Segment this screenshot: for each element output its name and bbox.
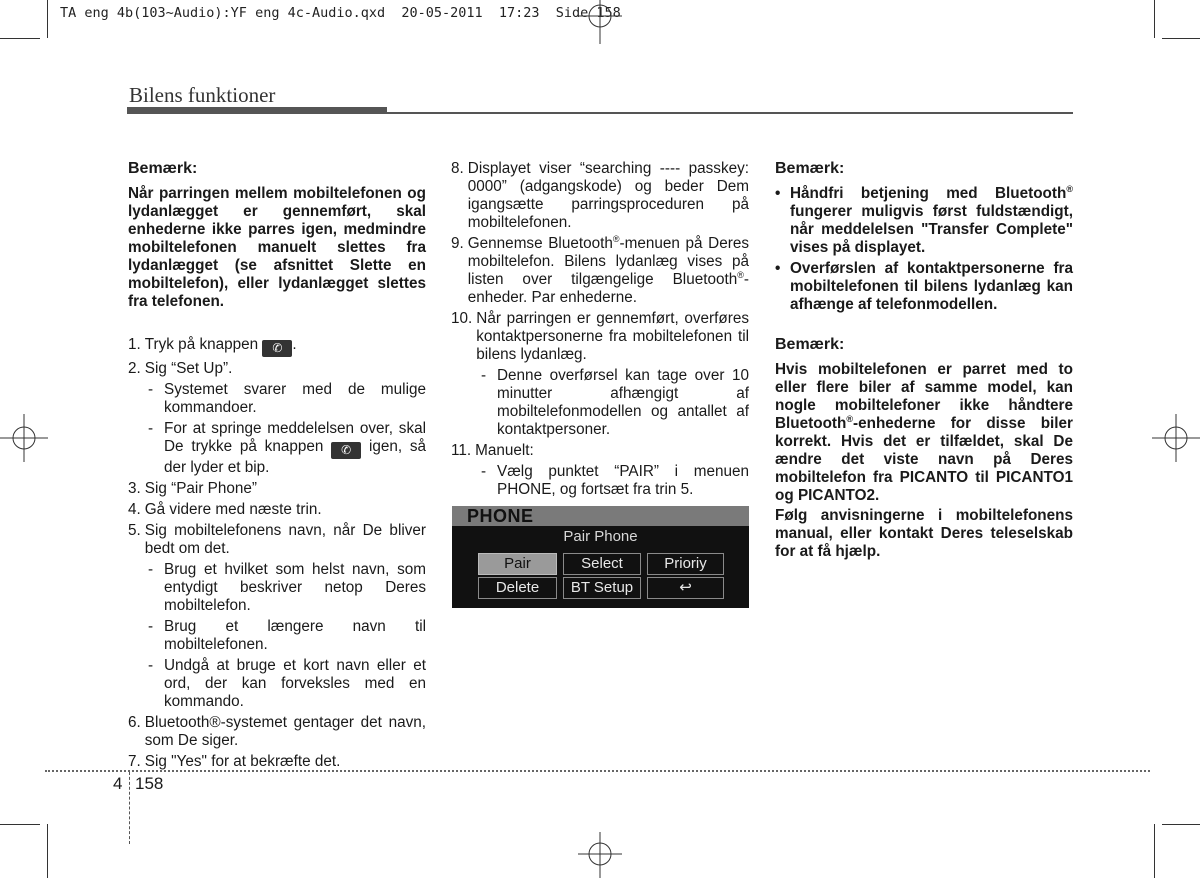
delete-button[interactable]: Delete xyxy=(478,577,557,599)
page-separator xyxy=(129,772,130,844)
substep-text: Undgå at bruge et kort navn eller et ord, der kan forveksles med en kommando. xyxy=(164,657,426,710)
step-number: 1. xyxy=(128,336,141,353)
back-button[interactable]: ↩ xyxy=(647,577,724,599)
bullet-item: • Håndfri betjening med Bluetooth® fungerer muligvis først fuldstændigt, når meddelelsen "Transfer Complete" vises på displayet. xyxy=(775,183,1073,256)
crop-mark xyxy=(1162,38,1200,39)
substep-text: Brug et længere navn til mobiltelefonen. xyxy=(164,618,426,653)
bullet-item: • Overførslen af kontaktpersonerne fra mobiltelefonen til bilens lydanlæg kan afhænge af telefonmodellen. xyxy=(775,260,1073,313)
step-6 xyxy=(128,714,426,750)
substep-text: Denne overførsel kan tage over 10 minutter afhængigt af mobiltelefonmodellen og antallet af kontaktpersoner. xyxy=(497,367,749,438)
crop-mark xyxy=(1162,824,1200,825)
step-text: Sig "Yes" for at bekræfte det. xyxy=(144,753,341,770)
step-number: 6. xyxy=(128,714,141,731)
pair-button[interactable]: Pair xyxy=(478,553,557,575)
substep-text: Systemet svarer med de mulige kommandoer. xyxy=(164,381,426,416)
substep: - Brug et længere navn til mobiltelefonen. xyxy=(148,618,426,653)
step-7 xyxy=(128,753,426,771)
step-text: Gennemse Bluetooth®-menuen på Deres mobiltelefon. Bilens lydanlæg vises på listen over tilgængelige Bluetooth®-enheder. Par enhederne. xyxy=(467,233,749,306)
substep: - For at springe meddelelsen over, skal De trykke på knappen ✆ igen, så der lyder et bip. xyxy=(148,420,427,476)
column-2 xyxy=(451,160,749,499)
registration-mark-right xyxy=(1152,412,1200,464)
substep: - Systemet svarer med de mulige kommandoer. xyxy=(148,381,426,416)
step-text: Displayet viser “searching ---- passkey: 0000” (adgangskode) og beder Dem igangsætte parringsproceduren på mobiltelefonen. xyxy=(467,160,749,231)
step-number: 7. xyxy=(128,753,141,770)
step-10 xyxy=(451,310,749,364)
note-body: Når parringen mellem mobiltelefonen og lydanlægget er gennemført, skal enhederne ikke parres igen, medmindre mobiltelefonen manuelt slettes fra lydanlægget (se afsnittet Slette en mobiltelefon), eller lydanlægget slettes fra telefonen. xyxy=(128,185,426,310)
step-text: Bluetooth®-systemet gentager det navn, som De siger. xyxy=(144,714,426,749)
phone-display xyxy=(452,506,749,608)
step-3 xyxy=(128,480,426,498)
step-text: Sig “Pair Phone” xyxy=(144,480,257,497)
bullet-text: Overførslen af kontaktpersonerne fra mobiltelefonen til bilens lydanlæg kan afhænge af telefonmodellen. xyxy=(790,260,1073,313)
priority-button[interactable]: Prioriy xyxy=(647,553,724,575)
step-text: Tryk på knappen ✆ . xyxy=(144,336,297,355)
step-number: 8. xyxy=(451,160,464,177)
step-text: Manuelt: xyxy=(475,442,534,459)
crop-mark xyxy=(0,824,40,825)
section-title: Bilens funktioner xyxy=(129,83,276,107)
column-1 xyxy=(128,160,426,771)
step-text: Når parringen er gennemført, overføres kontaktpersonerne fra mobiltelefonen til bilens lydanlæg. xyxy=(476,310,749,363)
note-heading: Bemærk: xyxy=(128,160,198,177)
step-number: 3. xyxy=(128,480,141,497)
page-number: 158 xyxy=(135,774,164,793)
crop-mark xyxy=(47,824,48,878)
step-number: 11. xyxy=(451,442,472,459)
footer-dotted-rule xyxy=(45,770,1150,772)
phone-button-icon: ✆ xyxy=(262,340,292,357)
step-number: 9. xyxy=(451,235,464,252)
substep: - Undgå at bruge et kort navn eller et ord, der kan forveksles med en kommando. xyxy=(148,657,426,710)
registration-mark-left xyxy=(0,412,50,464)
column-3 xyxy=(775,160,1073,561)
select-button[interactable]: Select xyxy=(563,553,641,575)
substep: - Denne overførsel kan tage over 10 minutter afhængigt af mobiltelefonmodellen og antallet af kontaktpersoner. xyxy=(481,367,749,438)
crop-mark xyxy=(0,38,40,39)
print-header: TA eng 4b(103~Audio):YF eng 4c-Audio.qxd 20-05-2011 17:23 Side 158 xyxy=(60,5,621,21)
step-text: Sig mobiltelefonens navn, når De bliver bedt om det. xyxy=(144,522,426,557)
registration-mark-top xyxy=(576,0,624,48)
title-rule-thin xyxy=(387,112,1073,114)
step-number: 10. xyxy=(451,310,473,327)
step-2 xyxy=(128,360,426,378)
crop-mark xyxy=(47,0,48,38)
bullet-text: Håndfri betjening med Bluetooth® fungerer muligvis først fuldstændigt, når meddelelsen "Transfer Complete" vises på displayet. xyxy=(790,183,1073,256)
crop-mark xyxy=(1154,824,1155,878)
step-5 xyxy=(128,522,426,558)
step-11 xyxy=(451,442,749,460)
note-body: Hvis mobiltelefonen er parret med to eller flere biler af samme model, kan nogle mobiltelefoner ikke håndtere Bluetooth®-enhederne for disse biler korrekt. Hvis det er tilfældet, skal De ændre det viste navn på Deres mobiltelefon fra PICANTO til PICANTO1 og PICANTO2. xyxy=(775,361,1073,504)
substep: - Vælg punktet “PAIR” i menuen PHONE, og fortsæt fra trin 5. xyxy=(481,463,749,498)
substep-text: For at springe meddelelsen over, skal De trykke på knappen ✆ igen, så der lyder et bip. xyxy=(164,420,427,476)
phone-subtitle: Pair Phone xyxy=(563,528,638,545)
step-1 xyxy=(128,336,426,357)
note-heading: Bemærk: xyxy=(775,160,845,177)
substep: - Brug et hvilket som helst navn, som entydigt beskriver netop Deres mobiltelefon. xyxy=(148,561,426,614)
substep-text: Vælg punktet “PAIR” i menuen PHONE, og fortsæt fra trin 5. xyxy=(497,463,749,498)
chapter-number: 4 xyxy=(113,774,123,793)
step-number: 4. xyxy=(128,501,141,518)
step-8 xyxy=(451,160,749,232)
step-text: Gå videre med næste trin. xyxy=(144,501,322,518)
crop-mark xyxy=(1154,0,1155,38)
step-number: 5. xyxy=(128,522,141,539)
step-number: 2. xyxy=(128,360,141,377)
title-rule-thick xyxy=(127,107,387,114)
phone-title: PHONE xyxy=(467,506,534,526)
note-heading: Bemærk: xyxy=(775,336,845,353)
bt-setup-button[interactable]: BT Setup xyxy=(563,577,641,599)
registration-mark-bottom xyxy=(576,830,624,878)
step-4 xyxy=(128,501,426,519)
step-text: Sig “Set Up”. xyxy=(144,360,233,377)
note-body: Følg anvisningerne i mobiltelefonens manual, eller kontakt Deres teleselskab for at få hjælp. xyxy=(775,507,1073,560)
phone-button-icon: ✆ xyxy=(331,442,361,459)
step-9 xyxy=(451,235,749,307)
substep-text: Brug et hvilket som helst navn, som entydigt beskriver netop Deres mobiltelefon. xyxy=(164,561,426,614)
